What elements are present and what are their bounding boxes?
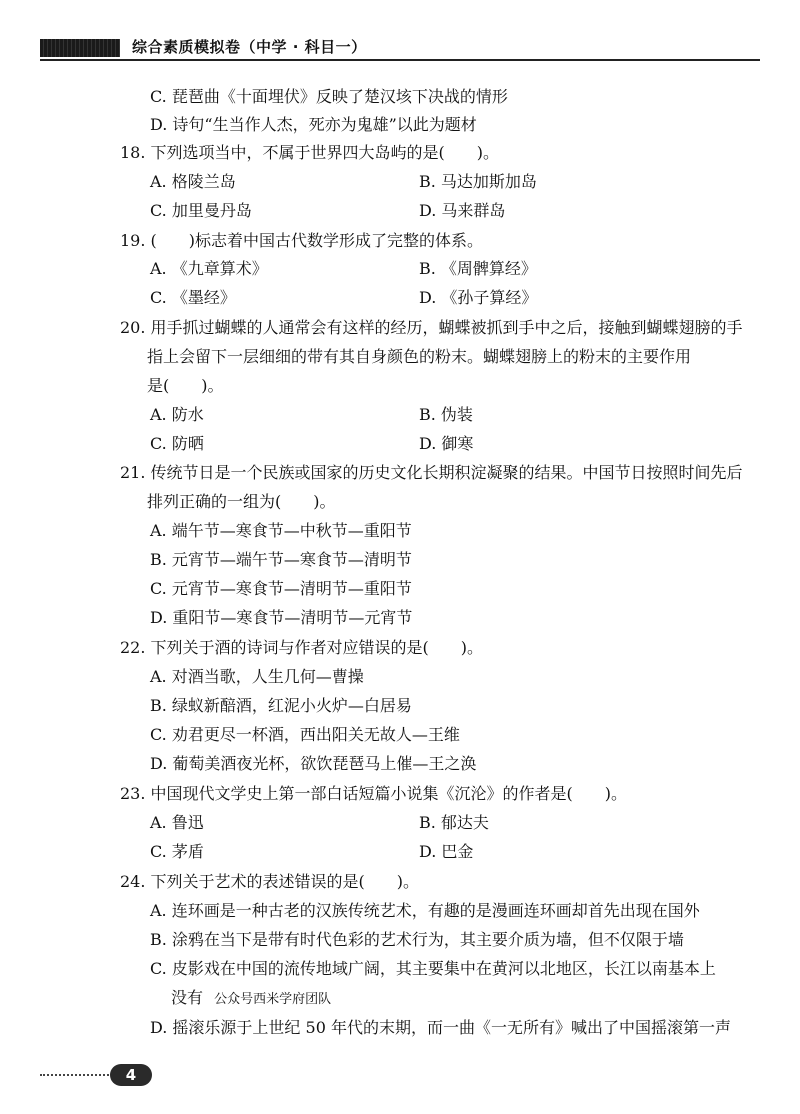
q20-stem-line-1: 20. 用手抓过蝴蝶的人通常会有这样的经历，蝴蝶被抓到手中之后，接触到蝴蝶翅膀的手 (120, 318, 743, 337)
q21-option-d: D. 重阳节—寒食节—清明节—元宵节 (150, 608, 413, 627)
q18-option-b: B. 马达加斯加岛 (419, 172, 537, 191)
q22-option-b: B. 绿蚁新醅酒，红泥小火炉—白居易 (150, 696, 412, 715)
q20-option-a: A. 防水 (150, 405, 204, 424)
q20-option-d: D. 御寒 (419, 434, 474, 453)
q23-option-a: A. 鲁迅 (150, 813, 204, 832)
q19-option-d: D. 《孙子算经》 (419, 288, 538, 307)
q21-option-a: A. 端午节—寒食节—中秋节—重阳节 (150, 521, 412, 540)
header-rule (40, 59, 760, 61)
q24-option-a: A. 连环画是一种古老的汉族传统艺术，有趣的是漫画连环画却首先出现在国外 (150, 901, 700, 920)
header-decoration-band (40, 39, 120, 57)
q20-option-b: B. 伪装 (419, 405, 473, 424)
page-header-title: 综合素质模拟卷（中学 · 科目一） (132, 38, 367, 56)
q19-option-a: A. 《九章算术》 (150, 259, 268, 278)
q20-stem-line-2: 指上会留下一层细细的带有其自身颜色的粉末。蝴蝶翅膀上的粉末的主要作用 (147, 347, 692, 366)
footer-rule (40, 1074, 120, 1076)
q17-option-d: D. 诗句“生当作人杰，死亦为鬼雄”以此为题材 (150, 115, 477, 134)
q21-stem-line-2: 排列正确的一组为( )。 (147, 492, 336, 511)
q23-option-b: B. 郁达夫 (419, 813, 489, 832)
q17-option-c: C. 琵琶曲《十面埋伏》反映了楚汉垓下决战的情形 (150, 87, 508, 106)
q23-option-d: D. 巴金 (419, 842, 474, 861)
q19-option-c: C. 《墨经》 (150, 288, 236, 307)
q24-stem: 24. 下列关于艺术的表述错误的是( )。 (120, 872, 420, 891)
q19-option-b: B. 《周髀算经》 (419, 259, 537, 278)
q22-option-a: A. 对酒当歌，人生几何—曹操 (150, 667, 364, 686)
q23-stem: 23. 中国现代文学史上第一部白话短篇小说集《沉沦》的作者是( )。 (120, 784, 628, 803)
q21-stem-line-1: 21. 传统节日是一个民族或国家的历史文化长期积淀凝聚的结果。中国节日按照时间先后 (120, 463, 743, 482)
q21-option-b: B. 元宵节—端午节—寒食节—清明节 (150, 550, 412, 569)
q18-option-a: A. 格陵兰岛 (150, 172, 236, 191)
q18-option-c: C. 加里曼丹岛 (150, 201, 252, 220)
q20-stem-line-3: 是( )。 (147, 376, 224, 395)
q19-stem: 19. ( )标志着中国古代数学形成了完整的体系。 (120, 231, 484, 250)
q24-option-c-line-2 (171, 988, 331, 1010)
q24-option-c-text: 没有 (171, 988, 204, 1007)
q18-stem: 18. 下列选项当中，不属于世界四大岛屿的是( )。 (120, 143, 500, 162)
q22-option-c: C. 劝君更尽一杯酒，西出阳关无故人—王维 (150, 725, 460, 744)
q24-option-c-line-1: C. 皮影戏在中国的流传地域广阔，其主要集中在黄河以北地区，长江以南基本上 (150, 959, 716, 978)
q18-option-d: D. 马来群岛 (419, 201, 506, 220)
page-number-badge: 4 (110, 1064, 152, 1086)
q24-option-d: D. 摇滚乐源于上世纪 50 年代的末期，而一曲《一无所有》喊出了中国摇滚第一声 (150, 1018, 731, 1037)
q21-option-c: C. 元宵节—寒食节—清明节—重阳节 (150, 579, 412, 598)
q23-option-c: C. 茅盾 (150, 842, 204, 861)
q22-stem: 22. 下列关于酒的诗词与作者对应错误的是( )。 (120, 638, 484, 657)
q24-option-b: B. 涂鸦在当下是带有时代色彩的艺术行为，其主要介质为墙，但不仅限于墙 (150, 930, 684, 949)
q20-option-c: C. 防晒 (150, 434, 204, 453)
q22-option-d: D. 葡萄美酒夜光杯，欲饮琵琶马上催—王之涣 (150, 754, 477, 773)
watermark-text: 公众号西米学府团队 (214, 992, 332, 1007)
